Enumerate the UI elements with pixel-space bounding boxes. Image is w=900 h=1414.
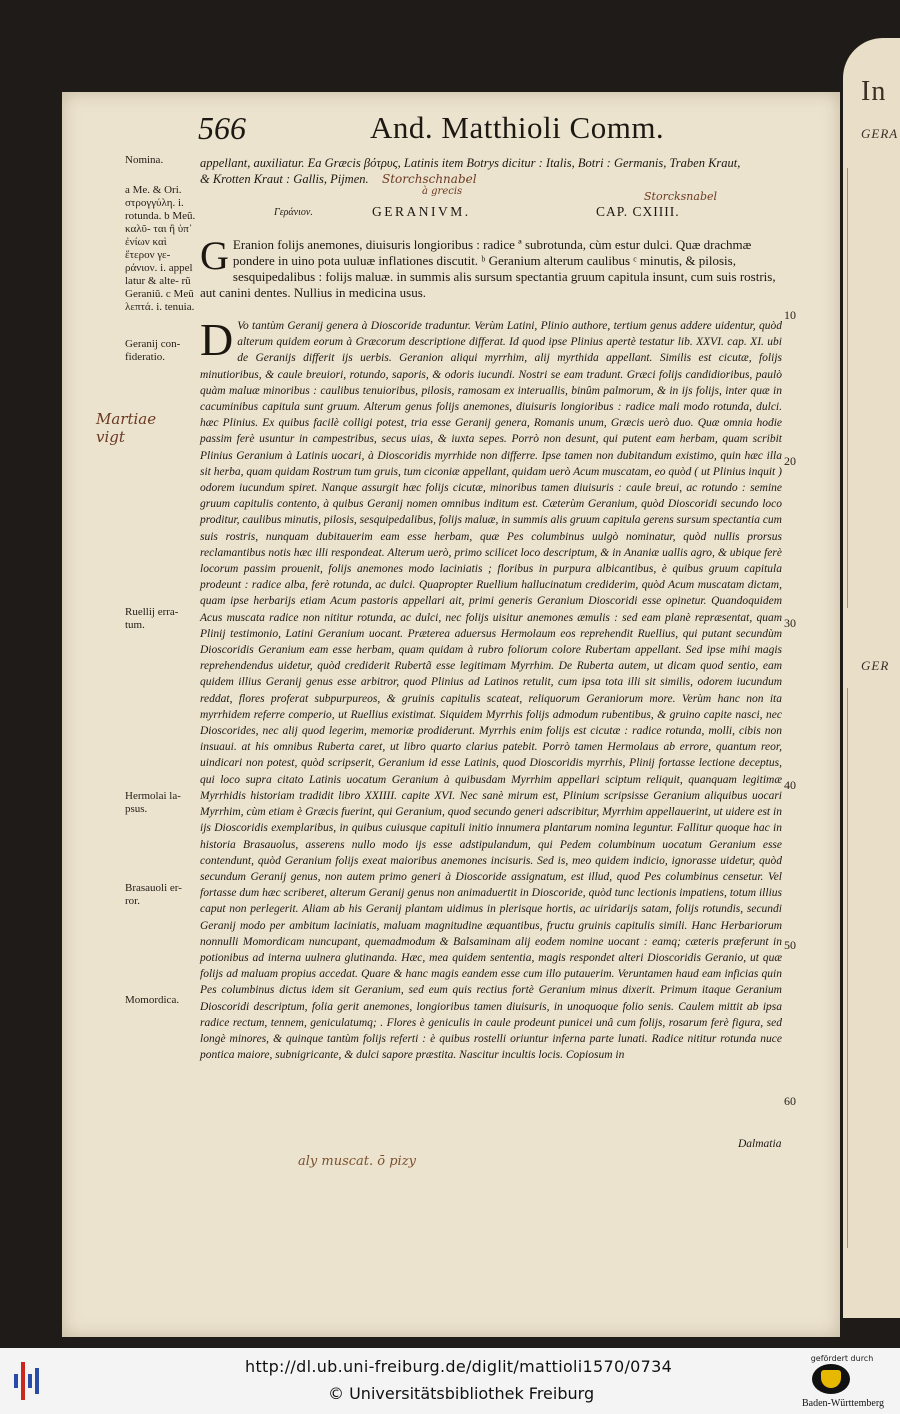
intro-line: appellant, auxiliatur. Ea Græcis βότρυς, Latinis item Botrys dicitur : Italis, Botri : Germanis, Traben Kraut,: [200, 156, 741, 170]
sponsor-label: gefördert durch: [810, 1354, 874, 1363]
handwritten-note: aly muscat. ō pizy: [298, 1154, 416, 1169]
page-number: 566: [198, 110, 246, 146]
drop-cap: G: [200, 233, 229, 278]
chapter-number: CAP. CXIIII.: [596, 204, 680, 219]
line-number: 60: [784, 1094, 796, 1108]
commentary-body: Vo tantùm Geranij genera à Dioscoride traduntur. Verùm Latini, Plinio authore, tertium genus addere uidentur, quòd alterum quidem eorum à Græcorum descriptione differat. Id quod ipse Plinius apertè testatur lib. XXVI. cap. XI. ubi de Geranijs differit ijs uerbis. Geranion aliqui myrrhim, alij myrthida appellant. Similis est cicutæ, folijs minutioribus, & caule breuiori, rotundo, saporis, & odoris iucundi. Nostri se eam tradunt. Græci folijs candidioribus, paulò quàm maluæ minoribus : caulibus tenuioribus, pilosis, ramosam ex interuallis, binûm palmorum, & in ijs folijs, inter quæ in cacuminibus capitula sunt gruum. Alterum genus folijs anemones, diuisuris longioribus : radice mali modo rotunda, dulci. hæc Plinius. Ex quibus facilè colligi potest, tria esse Geranij genera, Romanis unum, Græcis uerò duo. Quæ omnia hodie passim ferè usuntur in campestribus, secus uias, & iuxta sepes. Porrò non desunt, qui putent eam herbam, quam scribit Plinius Geranium à Latinis uocari, à Dioscoridis myrrhide non differre. Ipse tamen non dubitandum existimo, quin hæc illa sit herba, quam quidam Rostrum tum gruis, tum ciconiæ appellant, quidam uerò Acum muscatam, eo quòd ( ut Plinius inquit ) odorem iucundum spiret. Nanque assurgit hæc folijs cicutæ, minoribus tamen diuisuris : caule breui, ac rotundo : semine gruum capitulis contento, à quibus Geranij nomen omnibus inditum est. Cæterùm Geranium, quòd Dioscoridi secundo loco proditur, caulibus minutis, pilosis, sesquipedalibus, folijs maluæ, in summis alis gruum capitula gerens sursum spectantia cum suis rostris, nunquam dubitauerim eam esse herbam, quæ Pes columbinus uulgò nominatur, quòd nullis prorsus reclamantibus notis hæc illi respondeat. Alterum uerò, primo scilicet loco descriptum, & in Ananiæ uallis agro, & ubique ferè locorum passim prouenit, folijs anemones modo laciniatis ; floribus in purpura albicantibus, è quibus gruum capitula prodeunt : radice alba, ferè rotunda, ac dulci. Quapropter Ruellium hallucinatum crediderim, quòd Acum muscatam dictam, quam ipse herbarijs etiam Acum pastoris appellari ait, primi generis Geranium Dioscoridi esse opinetur. Quandoquidem Acus muscata radice non nititur rotunda, ac dulci, nec folijs uisitur anemones æmulis : sed eam planè repræsentat, quam Plinij testimonio, Latini Geranium uocant. Præterea aduersus Hermolaum eos reprehendit Ruellius, qui putant secundùm Dioscoridis Geranium eam esse herbam, quam quidam à rubro foliorum colore Rubertam appellant. Sed ipse mihi magis reprehendendus uidetur, quòd crediderit Rubertã esse legitimam Myrrhim. De Ruberta autem, ut dicam quod sentio, eam quidem illius Geranij genus esse arbitror, quod Plinius ad Latinos retulit, cum ipsa tota illi sit similis, odorem iucundum reddat, flores proferat subpurpureos, & gruinis capitulis scateat, reliquorum Geraniorum more. Verùm hanc non ita myrrhidem referre comperio, ut Ruellius existimat. Siquidem Myrrhis folijs admodum rubentibus, & gruino capite nasci, nec Dioscorides, nec alij quod legerim, memoriæ prodiderunt. Myrrhis enim folijs est cicutæ : radice rotunda, molli, cibis non insuaui. at his omnibus Ruberta caret, ut libro quarto clarius patebit. Porrò tamen Hermolaus ab errore, quantum reor, uindicari non potest, quòd scripserit, Geranium id esse Latinis, quod Dioscoridis myrrhis, Plinij fortasse lectione deceptus, qui loco supra citato Latinis uocatum Geranium à quibusdam Myrrhim appellari sciptum reliquit, quanquam legitimæ Myrrhidis historiam tradidit libro XXIIII. capite XVI. Nec sanè mirum est, Plinium scripsisse Geranium aliquibus uocari Myrrhim, cùm etiam è Græcis fuerint, qui Geranium, quod secundo generi adscribitur, Myrrhim appellauerint, ut uidere est in ijs Dioscoridis exemplaribus, in quibus cuiusque capituli initio innumera plantarum nomina leguntur. Fallitur quoque hac in historia Brasauolus, asserens nullo modo ijs esse adstipulandum, qui Pedem columbinum uocatum Geranium esse contendunt, quòd Geranium folijs exeat maioribus anemones incisuris. Sed is, meo quidem indicio, ignorasse uidetur, quòd secundum Geranij genus, non autem primo generi à Dioscoride assignatum, est illud, quod Pes columbinus censetur. Vel fortasse dum hæc scriberet, alterum Geranij genus non animaduertit in Dioscoride, quòd tunc lectionis impatiens, totum illius caput non perlegerit. Aliam ab his Geranij plantam uidimus in plerisque hortis, ac uiridarijs satam, folijs rotundis, secundi Geranij modo per ambitum laciniatis, maluam magnitudine æquantibus, fructu gruinis capitulis simili. Hanc Herbariorum nonnulli Momordicam nuncupant, quemadmodum & Balsaminam alij eodem nomine uocant : eamq; cæteris præferunt in potionibus ad interna uulnera glutinanda. Hæc, mea quidem sententia, magis respondet alteri Dioscoridis Geranio, ut quæ folijs ad maluam propius accedat. Quare & hanc magis eandem esse cum illo putauerim. Veruntamen haud eam inficias quin Pes columbinus dictus idem sit Geranium, sed eum quis rectius fortè Geranium minus dixerit. Primum itaque Geranium Dioscoridi descriptum, folia gerit anemones, longioribus tamen diuisuris, in unoquoque folio senis. Caulem mittit ab ipsa radice rectum, tennem, geniculatumq; . Flores è geniculis in caule prodeunt punicei unâ cum folijs, rosarum ferè figura, sed longè minores, & quinque tantùm folijs referti : è quibus rostelli oriuntur inferna parte lunati. Radice nititur rotunda nuce pontica maiore, subnigricante, & dulci sapore præstita. Nascitur incultis locis. Copiosum in: [200, 320, 782, 1062]
chapter-title: GERANIVM.: [372, 204, 471, 219]
lemma-body: Eranion folijs anemones, diuisuris longioribus : radice ª subrotunda, cùm estur dulci. Quæ drachmæ pondere in uino pota uuluæ inflationes discutit. ᵇ Geranium alterum caulibus ᶜ minutis, & pilosis, sesquipedalibus : folijs maluæ. in summis alis sursum spectantia gruum capitula insunt, cum suis rostris, aut canini dentes. Nullius in medicina usus.: [200, 237, 776, 300]
line-number: 40: [784, 778, 796, 792]
line-number: 10: [784, 308, 796, 322]
margin-note: Ruellij erra- tum.: [125, 606, 179, 631]
margin-note: Brasauoli er- ror.: [125, 882, 182, 907]
margin-note: Momordica.: [125, 994, 180, 1006]
botanical-illustration: [847, 168, 900, 608]
catchword: Dalmatia: [738, 1138, 782, 1150]
facing-page-fragment: GER: [861, 658, 890, 673]
permalink-url[interactable]: http://dl.ub.uni-freiburg.de/diglit/mattioli1570/0734: [245, 1357, 673, 1376]
coat-of-arms-icon: [812, 1364, 850, 1394]
commentary-text: [200, 314, 782, 1063]
intro-line: & Krotten Kraut : Gallis, Pijmen.: [200, 172, 369, 186]
sponsor-name: Baden-Württemberg: [801, 1398, 884, 1409]
line-number: 20: [784, 454, 796, 468]
dioscorides-text: [200, 233, 780, 301]
botanical-illustration: [847, 688, 900, 1248]
facing-page-fragment: GERA: [861, 126, 899, 141]
margin-note: a Me. & Ori. στρογγύλη. i. rotunda. b Meũ. καλῦ- ται ἢ ὑπ᾽ ἐνίων καὶ ἕτερον γε- ράνιον. i. appel latur & alte- rũ Geraniũ. c Meũ λεπτά. i. tenuia.: [125, 184, 196, 313]
book-page: [62, 92, 840, 1337]
handwritten-note: Martiae vigt: [96, 410, 157, 446]
running-title: And. Matthioli Comm.: [370, 110, 665, 145]
facing-page: [843, 38, 900, 1318]
viewer-footer: [0, 1348, 900, 1414]
greek-chapter-label: Γεράνιον.: [274, 207, 313, 218]
margin-note: Hermolai la- psus.: [125, 790, 181, 815]
line-number: 30: [784, 616, 796, 630]
facing-page-initial: In: [861, 76, 887, 107]
line-number: 50: [784, 938, 796, 952]
library-logo-icon: [14, 1362, 44, 1400]
margin-note: Nomina.: [125, 154, 164, 166]
margin-note: Geranij con- fideratio.: [125, 338, 181, 363]
handwritten-note: Storcksnabel: [644, 190, 718, 203]
drop-cap: D: [200, 314, 234, 365]
handwritten-note: Storchschnabel: [382, 172, 477, 186]
copyright-notice: © Universitätsbibliothek Freiburg: [328, 1384, 595, 1403]
handwritten-note: à grecis: [422, 186, 463, 197]
